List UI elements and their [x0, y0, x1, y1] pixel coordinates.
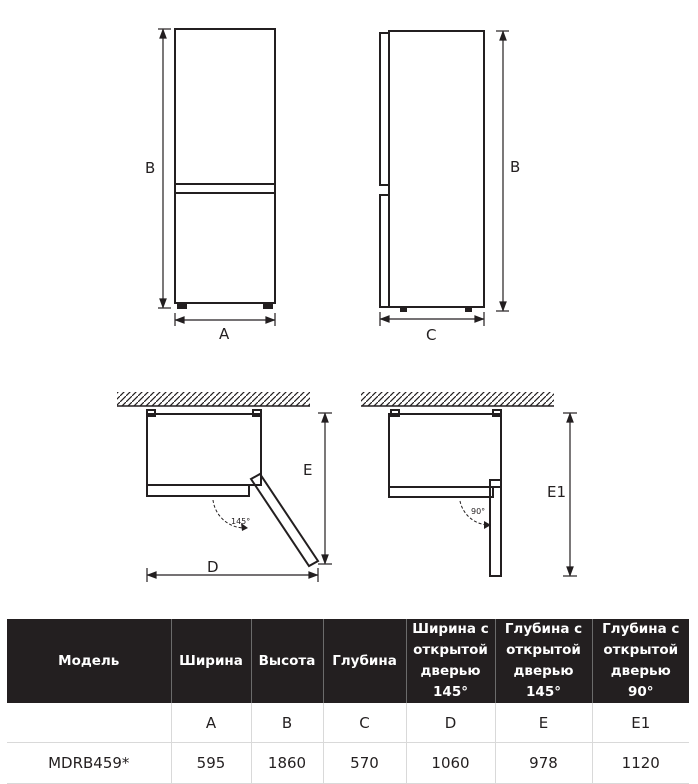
open145-angle-label: 145° [231, 517, 251, 526]
letter-cell: B [251, 703, 323, 743]
table-header-row [7, 619, 689, 703]
header-depth-open-145: Глубина с открытой дверью 145° [495, 619, 592, 703]
dimension-cell: 1860 [251, 743, 323, 784]
letter-cell: C [323, 703, 406, 743]
side-height-label: B [510, 158, 521, 176]
header-width: Ширина [171, 619, 251, 703]
model-name-cell: MDRB459* [7, 743, 171, 784]
side-depth-dimension [380, 312, 484, 326]
dimension-cell: 978 [495, 743, 592, 784]
side-height-dimension [496, 31, 509, 311]
top-view-door-open-90 [361, 392, 554, 576]
dimension-cell: 570 [323, 743, 406, 784]
open145-width-label: D [207, 558, 219, 576]
header-model: Модель [7, 619, 171, 703]
open145-width-dimension [147, 568, 318, 582]
side-depth-label: C [426, 326, 437, 344]
letter-cell: E [495, 703, 592, 743]
open90-angle-label: 90° [471, 507, 486, 516]
top-view-door-open-145 [117, 392, 318, 566]
dimension-cell: 595 [171, 743, 251, 784]
dimensions-table [7, 619, 689, 784]
letter-cell: E1 [592, 703, 689, 743]
front-height-dimension [158, 29, 171, 308]
letter-row [7, 703, 689, 743]
letter-cell: D [406, 703, 495, 743]
open145-depth-dimension [318, 413, 332, 564]
front-width-label: A [219, 325, 230, 343]
side-view [380, 31, 484, 311]
letter-cell [7, 703, 171, 743]
front-height-label: B [145, 159, 156, 177]
header-width-open-145: Ширина с открытой дверью 145° [406, 619, 495, 703]
header-depth: Глубина [323, 619, 406, 703]
letter-cell: A [171, 703, 251, 743]
front-view [175, 29, 275, 308]
header-height: Высота [251, 619, 323, 703]
dimension-cell: 1120 [592, 743, 689, 784]
header-depth-open-90: Глубина с открытой дверью 90° [592, 619, 689, 703]
dimension-cell: 1060 [406, 743, 495, 784]
table-row [7, 743, 689, 784]
open145-depth-label: E [303, 461, 313, 479]
open90-depth-label: E1 [547, 483, 567, 501]
